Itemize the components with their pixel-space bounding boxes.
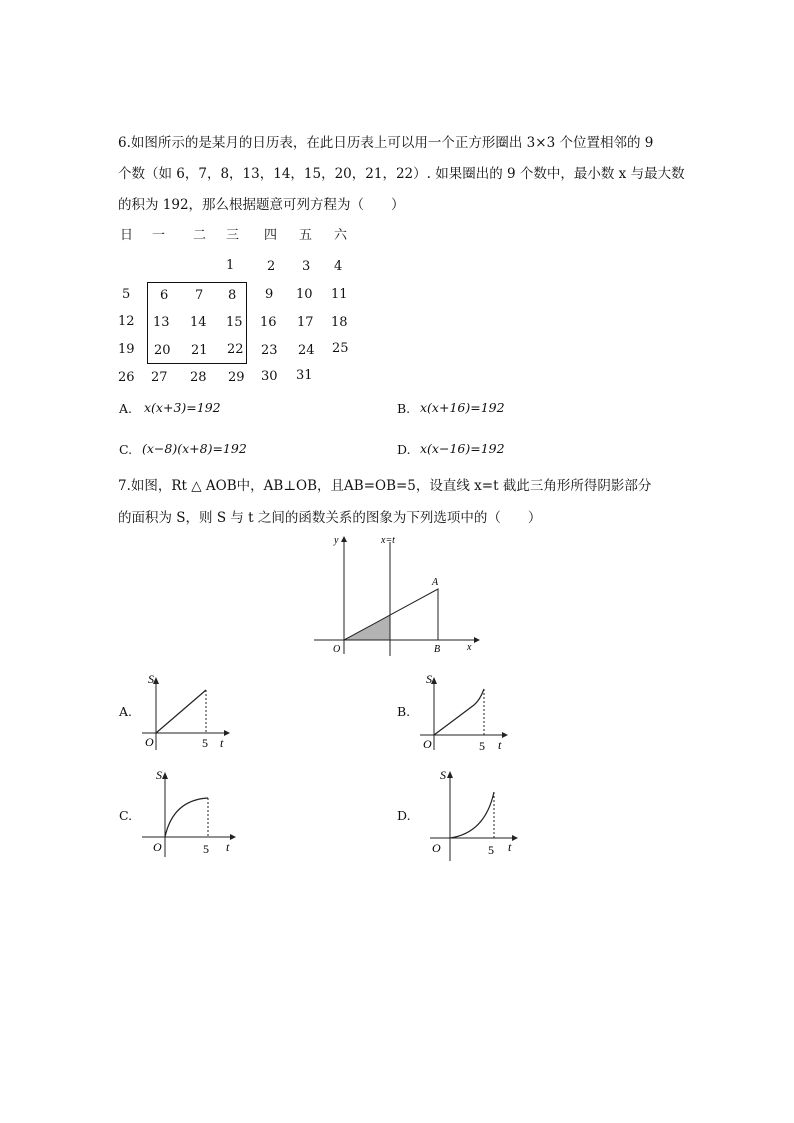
- calendar-day: 22: [227, 342, 244, 357]
- point-b-label: B: [434, 644, 441, 655]
- calendar-day: 3: [302, 259, 311, 274]
- calendar-day: 2: [267, 259, 276, 274]
- s-label: S: [148, 672, 154, 686]
- tick-5-label: 5: [203, 842, 209, 856]
- y-axis-arrow-icon: [341, 536, 347, 542]
- s-label: S: [426, 672, 432, 686]
- calendar-day: 24: [298, 343, 315, 358]
- q6-option-d-expr: x(x−16)=192: [420, 441, 505, 456]
- tick-5-label: 5: [479, 739, 485, 752]
- weekday-sun: 日: [120, 228, 134, 243]
- calendar-day: 6: [160, 288, 169, 303]
- q7-option-b-graph: [418, 670, 508, 752]
- origin-label: O: [145, 735, 154, 749]
- q7-stem-line1: 7.如图，Rt △ AOB中，AB⊥OB，且AB=OB=5，设直线 x=t 截此三角形所得阴影部分: [118, 478, 652, 494]
- calendar-day: 20: [154, 343, 171, 358]
- origin-label: O: [432, 841, 441, 855]
- calendar-day: 9: [265, 287, 274, 302]
- calendar-day: 27: [151, 370, 168, 385]
- origin-label: O: [423, 737, 432, 751]
- calendar-day: 25: [332, 341, 349, 356]
- weekday-mon: 一: [152, 228, 166, 243]
- q7-option-b-label: B.: [397, 704, 411, 719]
- q6-stem-line1: 6.如图所示的是某月的日历表，在此日历表上可以用一个正方形圈出 3×3 个位置相邻的 9: [118, 135, 654, 151]
- triangle-aob: [344, 589, 438, 640]
- calendar-day: 15: [226, 315, 243, 330]
- q7-main-figure: [310, 532, 480, 656]
- origin-label: O: [333, 644, 341, 655]
- t-label: t: [220, 736, 224, 750]
- x-axis-arrow-icon: [474, 637, 480, 643]
- weekday-sat: 六: [334, 228, 348, 243]
- q7-stem-line2: 的面积为 S，则 S 与 t 之间的函数关系的图象为下列选项中的（ ）: [118, 510, 542, 526]
- q7-option-d-graph: [428, 765, 524, 863]
- s-label: S: [440, 768, 446, 782]
- weekday-tue: 二: [193, 228, 207, 243]
- q6-stem-line2: 个数（如 6，7，8，13，14，15，20，21，22）. 如果圈出的 9 个数中，最小数 x 与最大数: [118, 166, 685, 182]
- selection-square: [147, 282, 247, 364]
- calendar-day: 10: [296, 287, 313, 302]
- curve-concave: [165, 798, 208, 837]
- weekday-wed: 三: [226, 228, 240, 243]
- tick-5-label: 5: [202, 736, 208, 750]
- s-axis-arrow-icon: [162, 772, 168, 779]
- curve-piecewise: [434, 689, 484, 735]
- calendar-day: 11: [331, 287, 348, 302]
- calendar-day: 16: [260, 315, 277, 330]
- calendar-day: 31: [296, 368, 313, 383]
- q7-option-a-graph: [140, 670, 230, 752]
- calendar-day: 13: [153, 315, 170, 330]
- calendar-day: 7: [195, 288, 204, 303]
- y-label: y: [334, 535, 339, 546]
- calendar-day: 19: [118, 342, 135, 357]
- line-label: x=t: [381, 535, 395, 546]
- s-label: S: [156, 768, 162, 782]
- calendar-day: 17: [297, 315, 314, 330]
- q7-option-c-graph: [140, 765, 236, 859]
- s-axis-arrow-icon: [447, 771, 453, 778]
- calendar-day: 21: [191, 343, 208, 358]
- calendar-day: 18: [331, 315, 348, 330]
- calendar-day: 26: [118, 370, 135, 385]
- origin-label: O: [153, 840, 162, 854]
- q6-option-a-expr: x(x+3)=192: [144, 400, 221, 415]
- calendar-day: 8: [228, 288, 237, 303]
- t-label: t: [508, 840, 512, 854]
- weekday-thu: 四: [264, 228, 278, 243]
- t-axis-arrow-icon: [230, 834, 236, 840]
- q7-option-c-label: C.: [119, 808, 133, 823]
- q6-option-a-label: A.: [119, 401, 133, 416]
- curve-convex: [450, 792, 494, 838]
- calendar-day: 29: [228, 370, 245, 385]
- x-label: x: [467, 642, 472, 653]
- calendar-day: 23: [261, 343, 278, 358]
- calendar-day: 1: [226, 258, 235, 273]
- calendar-day: 28: [190, 370, 207, 385]
- q7-option-a-label: A.: [119, 704, 133, 719]
- calendar-day: 4: [334, 259, 343, 274]
- calendar-day: 14: [190, 315, 207, 330]
- t-label: t: [226, 840, 230, 854]
- q6-stem-line3: 的积为 192，那么根据题意可列方程为（ ）: [118, 197, 405, 213]
- q6-option-c-expr: (x−8)(x+8)=192: [142, 441, 247, 456]
- q7-option-d-label: D.: [397, 808, 411, 823]
- weekday-fri: 五: [299, 228, 313, 243]
- t-axis-arrow-icon: [502, 732, 508, 738]
- t-label: t: [498, 738, 502, 752]
- t-axis-arrow-icon: [512, 835, 518, 841]
- q6-option-b-label: B.: [397, 401, 411, 416]
- t-axis-arrow-icon: [224, 730, 230, 736]
- q6-option-d-label: D.: [397, 442, 411, 457]
- tick-5-label: 5: [488, 843, 494, 857]
- q6-option-c-label: C.: [119, 442, 133, 457]
- point-a-label: A: [432, 577, 439, 588]
- calendar-day: 30: [261, 369, 278, 384]
- calendar-day: 12: [118, 314, 135, 329]
- curve-linear: [156, 690, 206, 733]
- q6-option-b-expr: x(x+16)=192: [420, 400, 505, 415]
- calendar-day: 5: [122, 287, 131, 302]
